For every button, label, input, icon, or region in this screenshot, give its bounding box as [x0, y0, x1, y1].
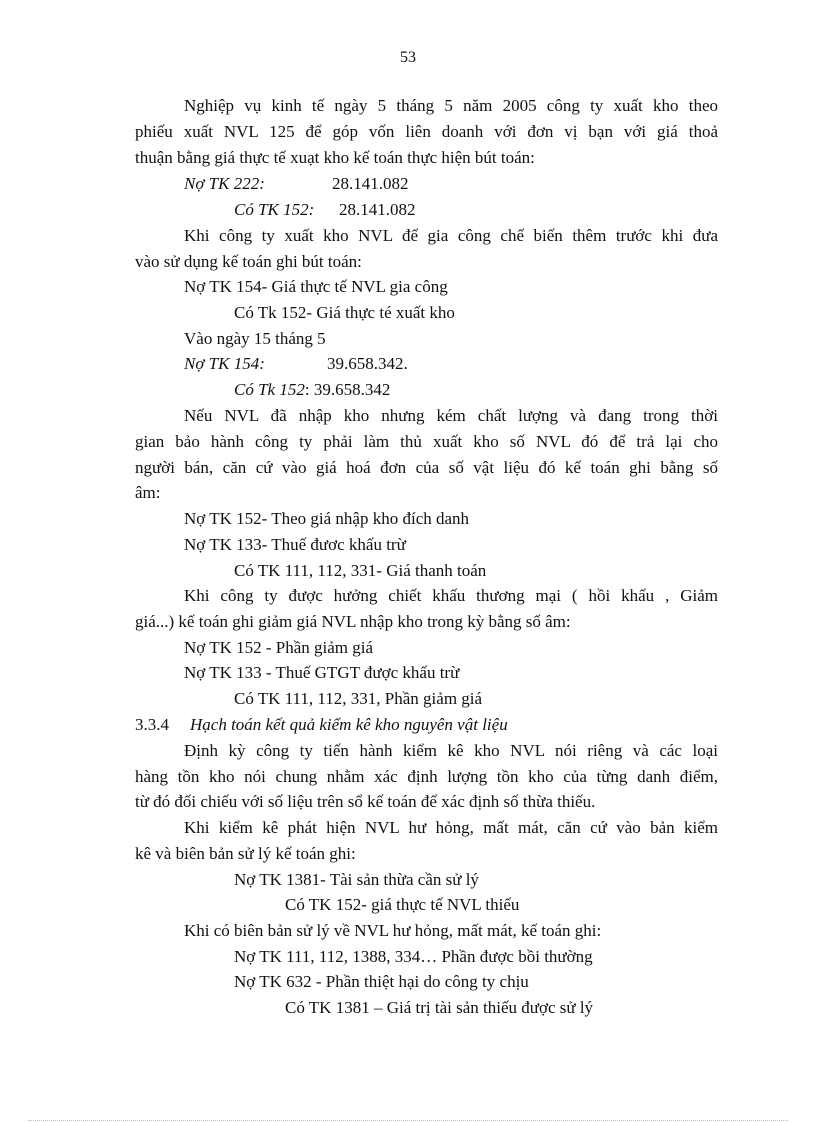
paragraph-line: từ đó đối chiếu với số liệu trên sổ kế toán để xác định số thừa thiếu. — [135, 792, 596, 811]
paragraph-line: gian bảo hành công ty phải làm thủ xuất kho số NVL đó để trả lại cho — [135, 432, 718, 451]
paragraph-line: thuận bằng giá thực tế xuạt kho kế toán thực hiện bút toán: — [135, 148, 535, 167]
account-label: Nợ TK 154: — [184, 354, 265, 373]
journal-entry-debit: Nợ TK 111, 112, 1388, 334… Phần được bồi thường — [234, 947, 593, 966]
amount: 28.141.082 — [339, 200, 416, 219]
paragraph-line: Khi công ty được hưởng chiết khấu thương mại ( hồi khấu , Giảm — [184, 586, 718, 605]
journal-entry-debit: Nợ TK 133- Thuế đươc khấu trừ — [184, 535, 406, 554]
paragraph-line: hàng tồn kho nói chung nhằm xác định lượng tồn kho của từng danh điểm, — [135, 767, 718, 786]
paragraph-line: Nếu NVL đã nhập kho nhưng kém chất lượng và đang trong thời — [184, 406, 718, 425]
journal-entry-debit: Nợ TK 152- Theo giá nhập kho đích danh — [184, 509, 470, 528]
journal-entry-credit: Có TK 111, 112, 331, Phần giảm giá — [234, 689, 483, 708]
journal-entry-debit: Nợ TK 133 - Thuế GTGT được khấu trừ — [184, 663, 460, 682]
journal-entry-credit — [234, 379, 390, 401]
paragraph-line: Khi kiểm kê phát hiện NVL hư hỏng, mất mát, căn cứ vào bản kiểm — [184, 818, 718, 837]
section-number: 3.3.4 — [135, 715, 169, 734]
journal-entry-debit — [184, 353, 408, 375]
page-bottom-rule — [28, 1120, 788, 1121]
date-line: Vào ngày 15 tháng 5 — [184, 329, 326, 348]
section-heading — [135, 714, 508, 736]
paragraph-line: Khi có biên bản sử lý về NVL hư hỏng, mất mát, kế toán ghi: — [184, 921, 602, 940]
journal-entry-credit: Có TK 1381 – Giá trị tài sản thiếu được sử lý — [285, 998, 594, 1017]
account-label: Có TK 152: — [234, 200, 315, 219]
paragraph-line: Định kỳ công ty tiến hành kiểm kê kho NVL nói riêng và các loại — [184, 741, 718, 760]
journal-entry-debit: Nợ TK 1381- Tài sản thừa cần sử lý — [234, 870, 479, 889]
journal-entry-credit: Có Tk 152- Giá thực té xuất kho — [234, 303, 455, 322]
paragraph-line: âm: — [135, 483, 161, 502]
paragraph-line: vào sử dụng kế toán ghi bút toán: — [135, 252, 362, 271]
journal-entry-credit — [234, 199, 416, 221]
journal-entry-credit: Có TK 111, 112, 331- Giá thanh toán — [234, 561, 487, 580]
amount: 28.141.082 — [332, 174, 409, 193]
journal-entry-debit: Nợ TK 632 - Phần thiệt hại do công ty chịu — [234, 972, 529, 991]
paragraph-line: giá...) kế toán ghi giảm giá NVL nhập kho trong kỳ bằng số âm: — [135, 612, 571, 631]
paragraph-line: người bán, căn cứ vào giá hoá đơn của số vật liệu đó kế toán ghi bằng số — [135, 458, 718, 477]
paragraph-line: Khi công ty xuất kho NVL để gia công chế biến thêm trước khi đưa — [184, 226, 718, 245]
journal-entry-debit — [184, 173, 409, 195]
journal-entry-debit: Nợ TK 152 - Phần giảm giá — [184, 638, 374, 657]
section-title: Hạch toán kết quả kiểm kê kho nguyên vật liệu — [190, 715, 508, 734]
paragraph-line: Nghiệp vụ kinh tế ngày 5 tháng 5 năm 2005 công ty xuất kho theo — [184, 96, 718, 115]
paragraph-line: phiếu xuất NVL 125 để góp vốn liên doanh với đơn vị bạn với giá thoả — [135, 122, 718, 141]
journal-entry-debit: Nợ TK 154- Giá thực tế NVL gia công — [184, 277, 448, 296]
paragraph-line: kê và biên bản sử lý kế toán ghi: — [135, 844, 356, 863]
account-label: Có Tk 152 — [234, 380, 305, 399]
amount: 39.658.342. — [327, 354, 408, 373]
page-number: 53 — [400, 49, 416, 66]
account-label: Nợ TK 222: — [184, 174, 265, 193]
journal-entry-credit: Có TK 152- giá thực tế NVL thiếu — [285, 895, 520, 914]
amount: : 39.658.342 — [304, 380, 391, 399]
